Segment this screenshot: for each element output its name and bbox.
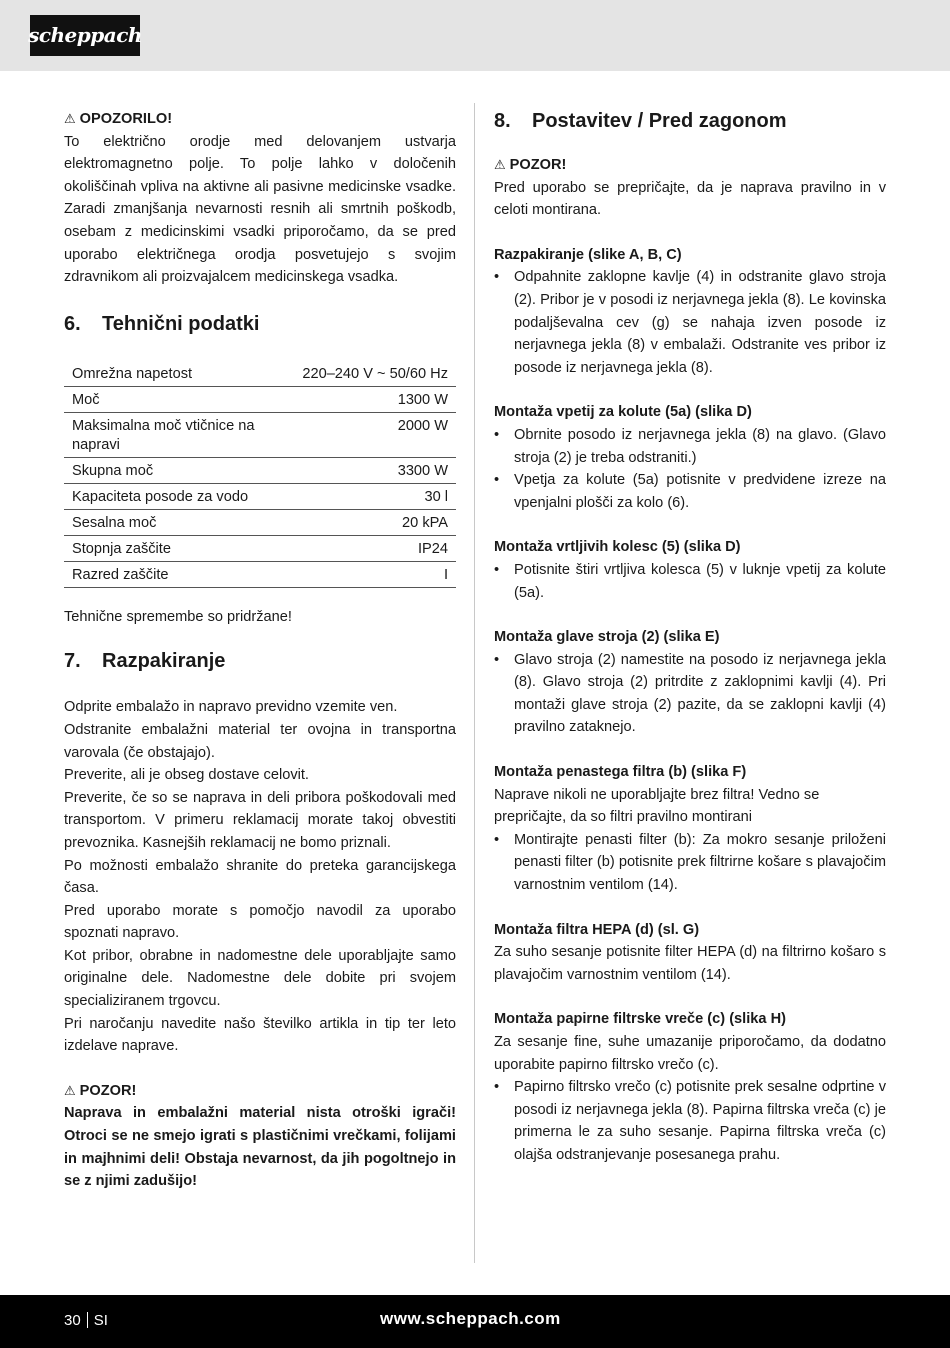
tech-data-table — [64, 361, 456, 588]
unpacking-paragraph: Preverite, ali je obseg dostave celovit. — [64, 767, 309, 784]
tech-data-row — [64, 457, 456, 483]
paper-bag-text: Za sesanje fine, suhe umazanije priporočamo, da dodatno uporabite papirno filtrsko vrečo (c). — [494, 1034, 886, 1073]
unpacking-paragraph: Po možnosti embalažo shranite do preteka garancijskega časa. — [64, 857, 456, 897]
machine-head-list — [494, 649, 886, 739]
tech-data-label: Moč — [64, 386, 294, 412]
tech-data-row — [64, 483, 456, 509]
tech-data-row — [64, 535, 456, 561]
subheading-hepa-filter: Montaža filtra HEPA (d) (sl. G) — [494, 921, 700, 938]
tech-data-row — [64, 361, 456, 387]
tech-data-row — [64, 561, 456, 587]
tech-data-value: 1300 W — [294, 386, 456, 412]
tech-data-value: IP24 — [294, 535, 456, 561]
tech-changes-note: Tehnične spremembe so pridržane! — [64, 608, 292, 625]
list-item: • Obrnite posodo iz nerjavnega jekla (8) na glavo. (Glavo stroja (2) je treba odstraniti.) — [494, 424, 886, 469]
list-item: • Glavo stroja (2) namestite na posodo iz nerjavnega jekla (8). Glavo stroja (2) pritrdite z zaklopnimi kavlji (4). Pri montaži glave stroja (2) pazite, da se zaklopni kavlji (4) pravilno zataknejo. — [494, 649, 886, 739]
section-6-heading: 6. Tehnični podatki — [64, 312, 260, 335]
tech-data-label: Maksimalna moč vtičnice na napravi — [64, 412, 294, 457]
warning-triangle-icon: ⚠ — [64, 111, 76, 126]
footer-separator — [87, 1312, 88, 1328]
list-item: • Montirajte penasti filter (b): Za mokro sesanje priloženi penasti filter (b) potisnite prek filtrirne košare s plavajočim varnostnim ventilom (14). — [494, 829, 886, 897]
warning-text: To električno orodje med delovanjem ustvarja elektromagnetno polje. To polje lahko v določenih okoliščinah vpliva na aktivne ali pasivne medicinske vsadke. Zaradi zmanjšanja nevarnosti resnih ali smrtnih poškodb, osebam z medicinskimi vsadki priporočamo, da se pred uporabo električnega orodja posvetujejo s svojim zdravnikom ali proizvajalcem medicinskega vsadka. — [64, 133, 456, 286]
tech-data-label: Omrežna napetost — [64, 361, 294, 387]
tech-data-label: Razred zaščite — [64, 561, 294, 587]
subheading-wheel-mounts: Montaža vpetij za kolute (5a) (slika D) — [494, 404, 752, 421]
foam-filter-text: Naprave nikoli ne uporabljajte brez filtra! Vedno se prepričajte, da so filtri pravilno montirani — [494, 786, 820, 826]
tech-data-value: I — [294, 561, 456, 587]
unpacking-paragraph: Odprite embalažo in napravo previdno vzemite ven. — [64, 699, 398, 716]
unpacking-paragraphs — [64, 696, 456, 1058]
page-header — [0, 0, 950, 71]
page-number: 30 SI — [64, 1312, 108, 1329]
tech-data-value: 2000 W — [294, 412, 456, 457]
warning-triangle-icon: ⚠ — [64, 1082, 76, 1098]
wheel-mounts-list — [494, 424, 886, 514]
tech-data-row — [64, 412, 456, 457]
paper-bag-list — [494, 1076, 886, 1166]
unpacking-paragraph: Pred uporabo morate s pomočjo navodil za uporabo spoznati napravo. — [64, 902, 456, 942]
warning-heading: ⚠ POZOR! — [494, 154, 886, 177]
hepa-filter-text: Za suho sesanje potisnite filter HEPA (d) na filtrirno košaro s plavajočim varnostnim ventilom (14). — [494, 944, 886, 983]
casters-list — [494, 559, 886, 604]
column-divider — [474, 103, 475, 1263]
tech-data-value: 30 l — [294, 483, 456, 509]
warning-heading: ⚠ POZOR! — [64, 1080, 456, 1103]
unpacking-paragraph: Pri naročanju navedite našo številko artikla in tip ter leto izdelave naprave. — [64, 1015, 456, 1055]
list-item: • Vpetja za kolute (5a) potisnite v predvidene izreze na vpenjalni plošči za kolo (6). — [494, 469, 886, 514]
tech-data-label: Stopnja zaščite — [64, 535, 294, 561]
tech-data-value: 220–240 V ~ 50/60 Hz — [294, 361, 456, 387]
section-7-heading: 7. Razpakiranje — [64, 650, 226, 673]
tech-data-label: Skupna moč — [64, 457, 294, 483]
subheading-machine-head: Montaža glave stroja (2) (slika E) — [494, 629, 720, 646]
subheading-paper-bag: Montaža papirne filtrske vreče (c) (slika H) — [494, 1011, 786, 1028]
unpacking-paragraph: Odstranite embalažni material ter ovojna in transportna varovala (če obstajajo). — [64, 721, 456, 761]
subheading-unpack: Razpakiranje (slike A, B, C) — [494, 246, 682, 263]
warning-text: Pred uporabo se prepričajte, da je naprava pravilno in v celoti montirana. — [494, 179, 886, 219]
tech-data-row — [64, 509, 456, 535]
unpack-list — [494, 266, 886, 379]
list-item: • Potisnite štiri vrtljiva kolesca (5) v luknje vpetij za kolute (5a). — [494, 559, 886, 604]
tech-data-label: Kapaciteta posode za vodo — [64, 483, 294, 509]
subheading-casters: Montaža vrtljivih kolesc (5) (slika D) — [494, 539, 741, 556]
subheading-foam-filter: Montaža penastega filtra (b) (slika F) — [494, 764, 747, 781]
foam-filter-list — [494, 829, 886, 897]
list-item: • Odpahnite zaklopne kavlje (4) in odstranite glavo stroja (2). Pribor je v posodi iz nerjavnega jekla (8). Le kovinska podaljševalna cev (g) se nahaja izven posode iz nerjavnega jekla (8) v embalaži. Odstranite ves pribor iz posode iz nerjavnega jekla (8). — [494, 266, 886, 379]
right-column — [494, 108, 886, 1167]
warning-triangle-icon: ⚠ — [494, 157, 506, 172]
section-8-heading: 8. Postavitev / Pred zagonom — [494, 110, 787, 132]
scheppach-logo: scheppach — [30, 15, 140, 56]
unpacking-paragraph: Kot pribor, obrabne in nadomestne dele uporabljajte samo originalne dele. Nadomestne dele dobite pri svojem specializiranem trgovcu. — [64, 947, 456, 1010]
unpacking-paragraph: Preverite, če so se naprava in deli pribora poškodovali med transportom. V primeru reklamacij morate takoj obvestiti prevoznika. Kasnejših reklamacij ne bomo priznali. — [64, 789, 456, 851]
warning-heading: ⚠ OPOZORILO! — [64, 108, 456, 131]
page-footer — [0, 1295, 950, 1348]
tech-data-value: 20 kPA — [294, 509, 456, 535]
tech-data-label: Sesalna moč — [64, 509, 294, 535]
left-column — [64, 108, 456, 1193]
list-item: • Papirno filtrsko vrečo (c) potisnite prek sesalne odprtine v posodi iz nerjavnega jekla (8). Papirna filtrska vreča (c) je primerna le za suho sesanje. Papirna filtrska vreča (c) olajša odstranjevanje posesanega prahu. — [494, 1076, 886, 1166]
child-warning-text: Naprava in embalažni material nista otroški igrači! Otroci se ne smejo igrati s plastičnimi vrečkami, folijami in majhnimi deli! Obstaja nevarnost, da jih pogoltnejo in se z njimi zadušijo! — [64, 1105, 456, 1190]
tech-data-row — [64, 386, 456, 412]
tech-data-value: 3300 W — [294, 457, 456, 483]
website-url: www.scheppach.com — [380, 1309, 561, 1328]
